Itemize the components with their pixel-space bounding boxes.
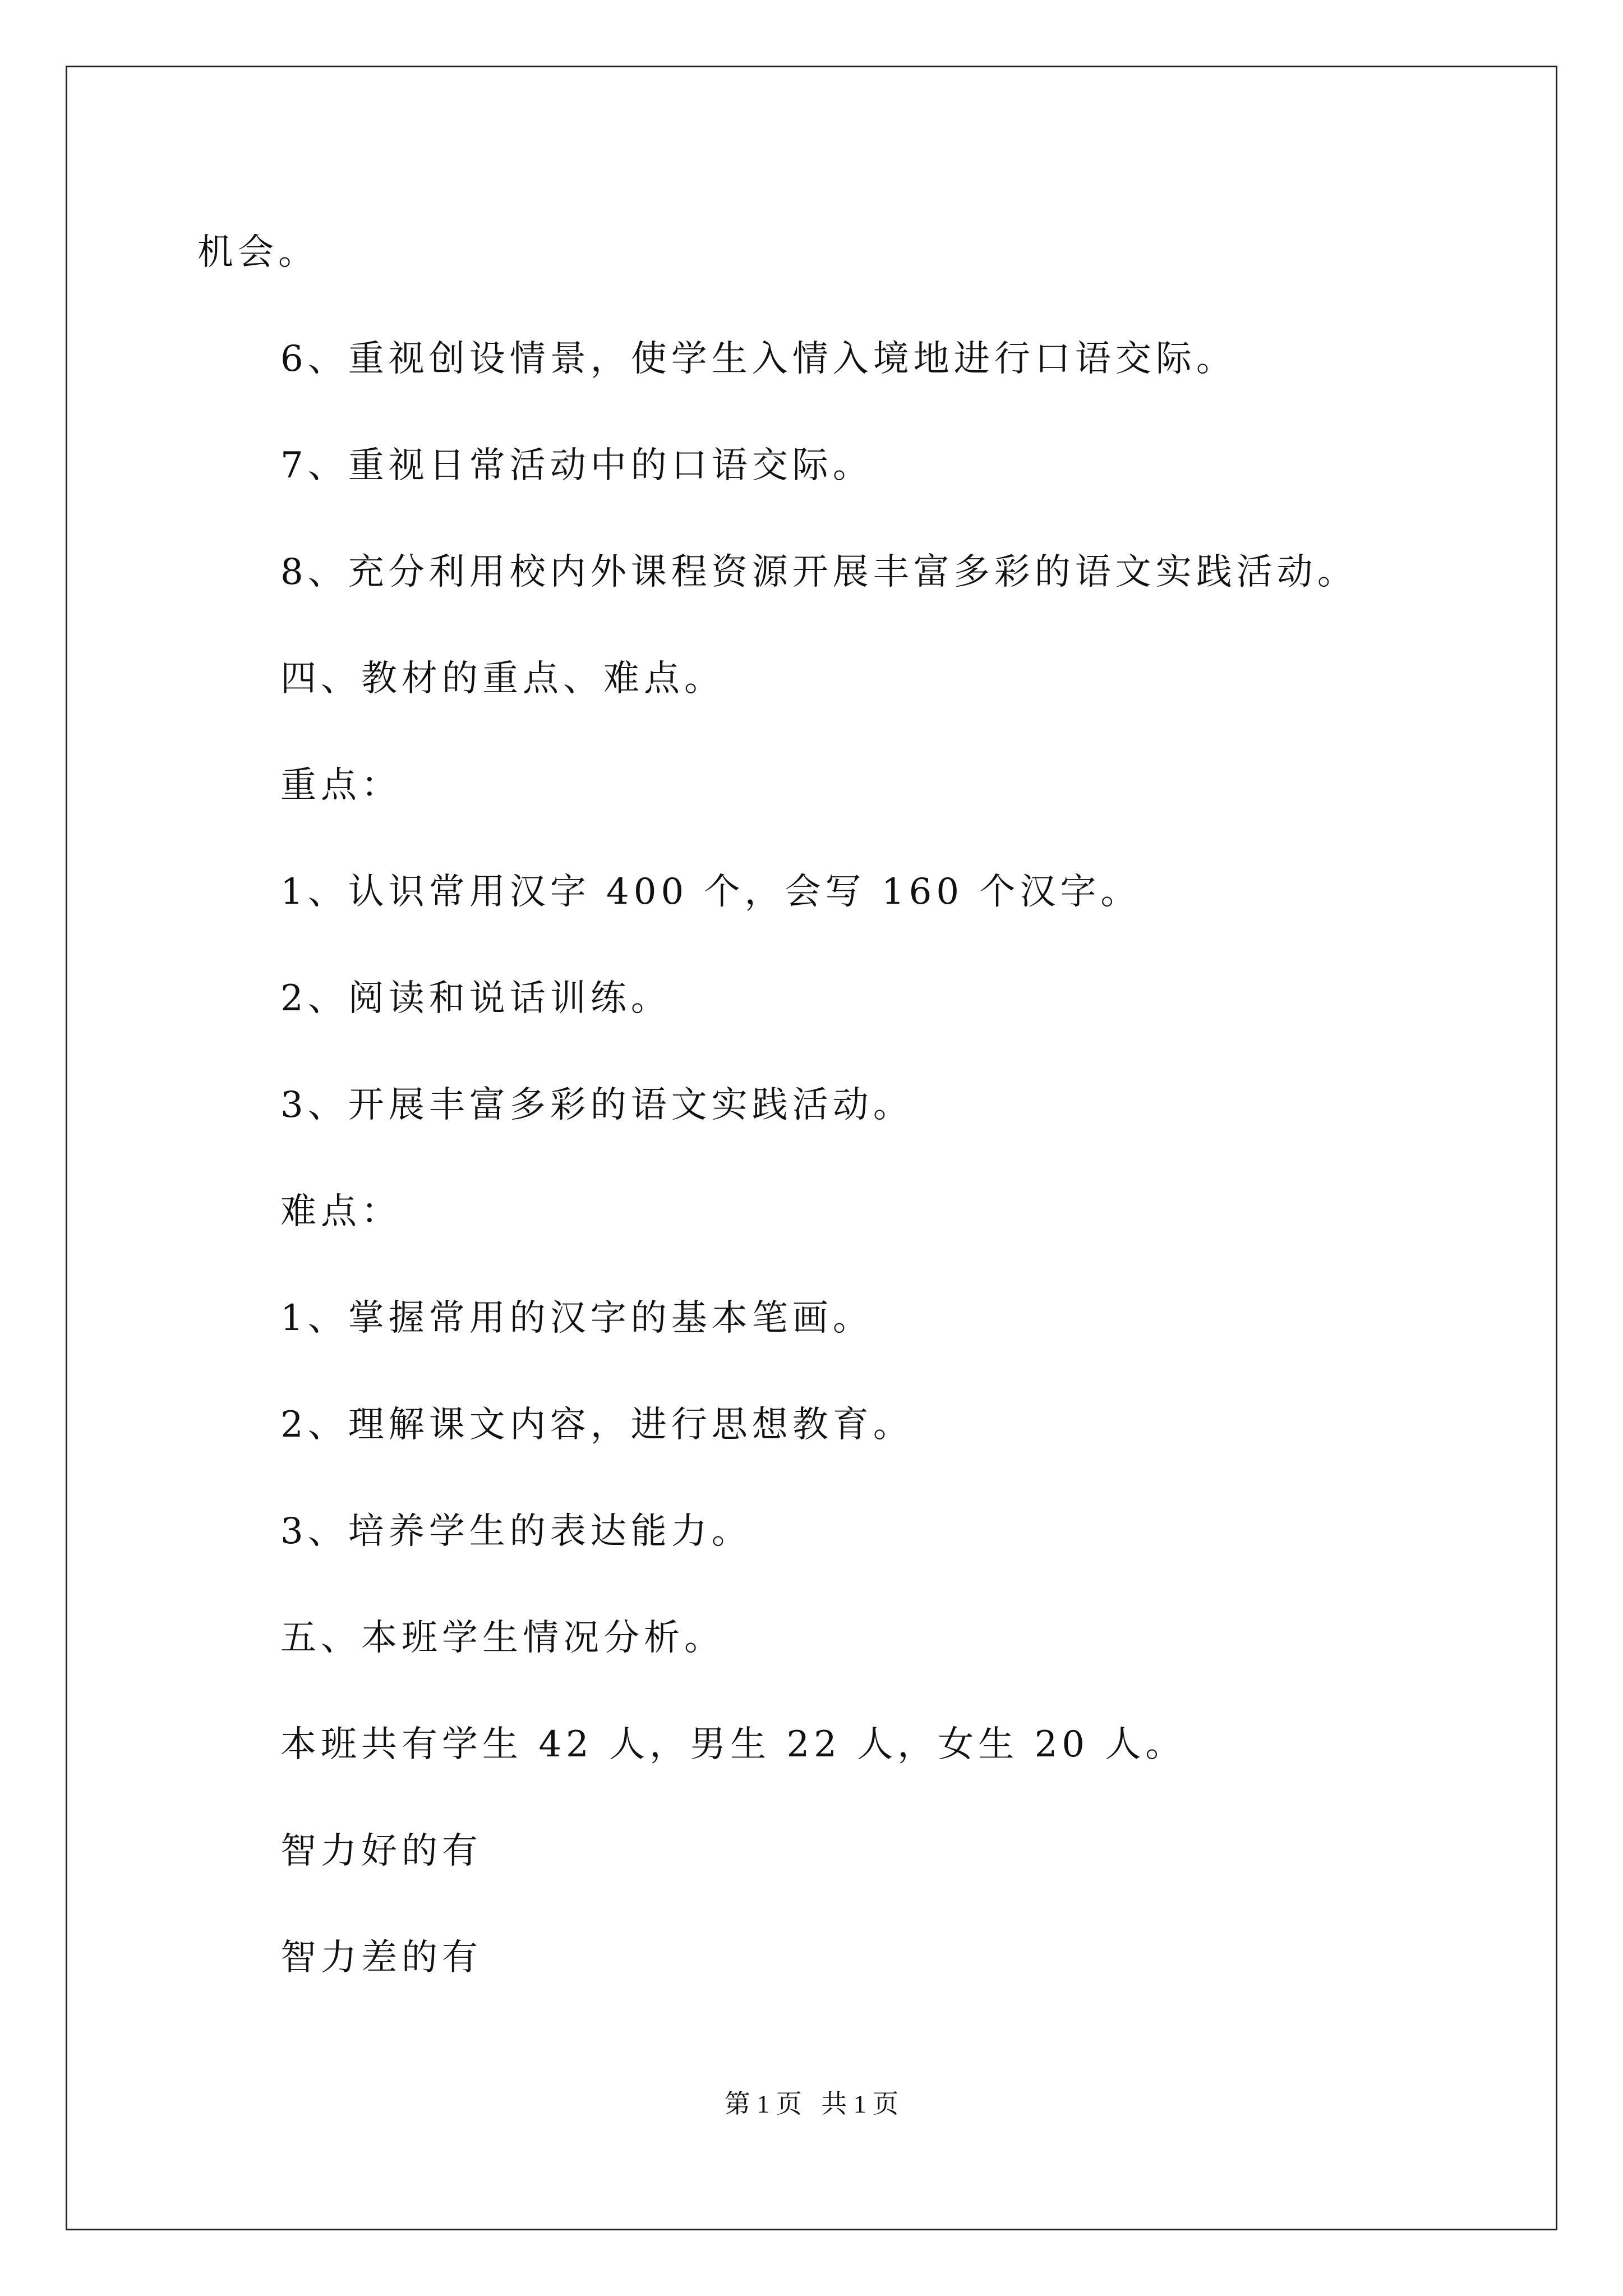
class-summary: 本班共有学生 42 人，男生 22 人，女生 20 人。	[280, 1724, 1186, 1765]
list-item-7: 7、重视日常活动中的口语交际。	[280, 445, 873, 486]
difficulty-3: 3、培养学生的表达能力。	[280, 1511, 752, 1552]
poor-intelligence-line: 智力差的有	[280, 1937, 482, 1978]
list-item-8: 8、充分利用校内外课程资源开展丰富多彩的语文实践活动。	[280, 551, 1358, 593]
paragraph-continuation: 机会。	[197, 232, 319, 273]
difficulty-2: 2、理解课文内容，进行思想教育。	[280, 1404, 914, 1446]
key-point-2: 2、阅读和说话训练。	[280, 978, 671, 1019]
section-heading-5: 五、本班学生情况分析。	[280, 1617, 725, 1659]
page-number-footer: 第 1 页 共 1 页	[724, 2090, 899, 2118]
key-point-3: 3、开展丰富多彩的语文实践活动。	[280, 1084, 914, 1126]
key-point-1: 1、认识常用汉字 400 个，会写 160 个汉字。	[280, 871, 1141, 913]
list-item-6: 6、重视创设情景，使学生入情入境地进行口语交际。	[280, 338, 1237, 380]
good-intelligence-line: 智力好的有	[280, 1830, 482, 1872]
key-points-heading: 重点：	[280, 765, 402, 806]
difficulties-heading: 难点：	[280, 1191, 402, 1232]
difficulty-1: 1、掌握常用的汉字的基本笔画。	[280, 1297, 873, 1339]
section-heading-4: 四、教材的重点、难点。	[280, 658, 725, 700]
page-border	[66, 66, 1557, 2230]
